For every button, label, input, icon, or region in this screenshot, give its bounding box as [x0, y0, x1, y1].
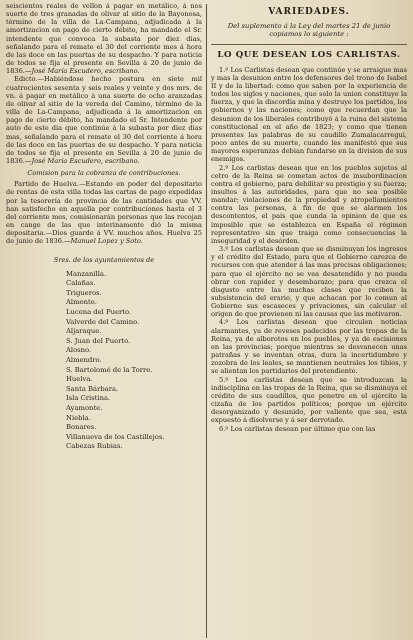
town-item: Niebla.	[66, 413, 91, 422]
article-paragraph: 4.º Los carlistas desean que circulen noticias alarmantes, ya de reveses padecidos por las tropas de la Reina, ya de alborotos en los pueblos, y ya de escisiones en las provincias; porque mientras se desvanecen unas patrañas y se inventan otras, dura la incertidumbre y zozobra de los leales, se mantienen neutrales los tibios, y se alientan los partidarios del pretendiente.	[211, 318, 407, 376]
article-paragraph: 1.º Los Carlistas desean que continúe y se arraigue mas y mas la desunion entre los defensores del trono de Isabel II y de la libertad: como que saben por la experiencia de todos los siglos y naciones, que solo la union constituye la fuerza, y que la discordia mina y destruye los partidos, los gobiernos y las naciones; como que recuerdan que la desunion de los liberales contribuyó á la ruina del sistema constitucional en el año de 1823; y como que tienen presentes las palabras de su caudillo Zumalacarregui, poco antes de su muerte, cuando les manifestó que sus mayores esperanzas debian fundarse en la division de sus enemigos.	[211, 65, 407, 164]
town-item: Almonte.	[66, 298, 97, 307]
edict-1-signature: —José María Escudero, escribano.	[24, 67, 140, 76]
right-column	[211, 0, 407, 640]
town-item: Cabezas Rubias.	[66, 442, 123, 451]
town-item: Lucena del Puerto.	[66, 308, 132, 317]
edict-paragraph-2	[6, 75, 202, 165]
huelva-notice-text: Partido de Huelva.—Estando en poder del depositario de rentas de esta villa todas las cartas de pago expedidas por la tesorería de provincia de las cantidades que VV. han satisfecho en aquella por contribuciones hasta el 3 del corriente mes, comisionarán personas que las recojan en cange de las que interinamente dió la misma depositaria.—Dios guarde á VV. muchos años. Huelva 25 de junio de 1836.	[6, 180, 202, 246]
huelva-notice-signature: —Manuel Lopez y Soto.	[64, 237, 143, 246]
town-item: Aljaraque.	[66, 327, 102, 336]
huelva-notice-paragraph	[6, 180, 202, 245]
town-item: Trigueros.	[66, 288, 102, 297]
town-item: S. Juan del Puerto.	[66, 336, 131, 345]
edict-paragraph-1	[6, 2, 202, 75]
town-item: Alosno.	[66, 346, 92, 355]
town-item: Ayamonte.	[66, 404, 103, 412]
edict-2-signature: —José María Escudero, escribano.	[24, 156, 140, 165]
edict-1-text: seiscientos reales de vellon á pagar en metálico, á nos suerte de tres granadas de olivar al sitio de la Bayonosa, término de la villa de La-Campana, adjudicada á la amortizacion en pago de cierto débito, ha mandado el Sr. intendente que convoca la subasta por diez dias, señalando para el remate el 30 del corriente mes á hora de las doce en las puertas de su despacho. Y para noticia de todos se fija el presente en Sevilla á 20 de junio de 1836.	[6, 2, 202, 76]
town-item: S. Bartolomé de la Torre.	[66, 365, 153, 374]
town-item: Santa Bárbara.	[66, 384, 119, 393]
section-title: VARIEDADES.	[268, 7, 350, 17]
article-paragraph: 2.º Los carlistas desean que en los pueblos sujetos al cetro de la Reina se cometan actos de insubordinacion contra el gobierno, para debilitar su prestigio y su fuerza; insultos á las autoridades, para que no sea posible mandar; violaciones de la propiedad y atropellamientos contra las personas, á fin de que se alarmen los descontentos, el país que cunda la opinion de que es imposible que se establezca en España el régimen representativo sin que traiga como consecuencias la inseguridad y el desórden.	[211, 163, 407, 245]
towns-heading: Sres. de los ayuntamientos de	[53, 255, 155, 264]
town-item: Isla Cristina.	[66, 394, 111, 403]
town-item: Bonares.	[66, 423, 97, 432]
left-column	[6, 0, 202, 640]
town-item: Manzanilla.	[66, 269, 107, 278]
edict-2-text: Edicto.—Habiéndose hecho postura en siete mil cuatrocientos sesenta y seis reales y veinte y dos mrs. de vn. á pagar en metálico á una suerte de ocho aranzadas de olivar al sitio de la vereda del Camino, término de la villa de La-Campana, adjudicada á la amortizacion en pago de cierto débito, ha mandado el Sr. Intendente por auto de este dia que continúe á la subasta por diez dias mas, señalando para el remate el 30 del corriente á hora de las doce en las puertas de su despacho. Y para noticia de todos se fija el presente en Sevilla á 20 de junio de 1836.	[6, 75, 202, 165]
article-paragraph: 5.º Los carlistas desean que se introduzcan la indisciplina en las tropas de la Reina, que se disminuya el crédito de sus caudillos, que penetre en el ejército la cizaña de los partidos políticos; porque un ejército desorganizado y desunido, por valiente que sea, está expuesto á disolverse y á ser derrotado.	[211, 375, 407, 425]
town-item: Calañas.	[66, 279, 96, 288]
article-source-note: Del suplemento á la Ley del martes 21 de junio copiamos lo siguiente :	[227, 22, 391, 39]
commission-heading: Comision para la cobranza de contribuciones.	[27, 169, 181, 178]
column-divider	[206, 4, 207, 638]
article-paragraph: 3.º Los carlistas desean que se disminuyan los ingresos y el crédito del Estado, para que el Gobierno carezca de recursos con que atender á las mas precisas obligaciones; para que el ejército no se vea desatendido y no pueda obrar con rapidez y desembarazo; para que crezca el disgusto entre las muchas clases que reciben la subsistencia del erario, y que achacan por lo comun al Gobierno sus escaseces y privaciones, sin calcular el origen de que provienen ni las causas que las motivaron.	[211, 245, 407, 319]
town-item: Huelva.	[66, 375, 93, 384]
article-title: LO QUE DESEAN LOS CARLISTAS.	[217, 50, 401, 61]
towns-list	[6, 270, 202, 452]
title-rule	[211, 44, 407, 45]
town-item: Valverde del Camino.	[66, 317, 140, 326]
town-item: Villanueva de los Castillejos.	[66, 432, 165, 441]
article-paragraph: 6.º Los carlistas desean por último que con las	[219, 424, 376, 433]
town-item: Almendro.	[66, 356, 102, 365]
